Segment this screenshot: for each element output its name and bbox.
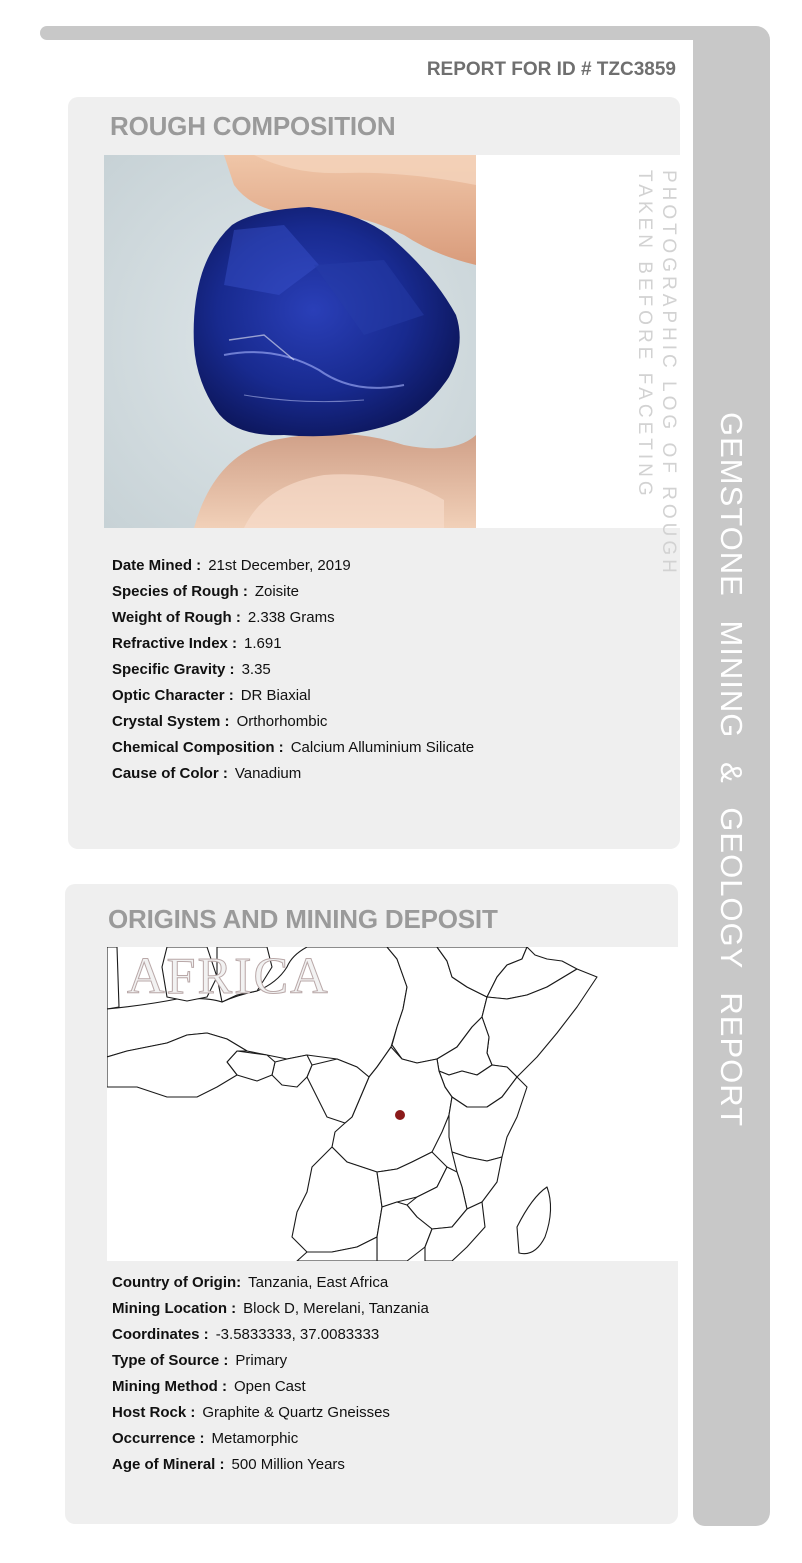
field-row-occurrence xyxy=(112,1429,429,1455)
field-label: Mining Location : xyxy=(112,1300,237,1317)
field-value: Vanadium xyxy=(234,765,302,782)
africa-map-drawing xyxy=(107,947,678,1261)
field-value: Primary xyxy=(235,1352,288,1369)
rough-gemstone-photo xyxy=(104,155,476,528)
field-value: Zoisite xyxy=(254,583,300,600)
field-value: Metamorphic xyxy=(211,1430,299,1447)
origin-details-list xyxy=(112,1273,429,1481)
field-row-cause-of-color xyxy=(112,764,474,790)
map-africa-label: AFRICA xyxy=(127,948,330,1005)
field-value: 3.35 xyxy=(241,661,271,678)
field-value: 500 Million Years xyxy=(231,1456,345,1473)
field-label: Date Mined : xyxy=(112,557,202,574)
field-label: Occurrence : xyxy=(112,1430,205,1447)
top-frame-bar xyxy=(40,26,740,40)
field-row-species xyxy=(112,582,474,608)
photo-caption-line-1: PHOTOGRAPHIC LOG OF ROUGH xyxy=(658,170,679,577)
field-label: Specific Gravity : xyxy=(112,661,235,678)
field-row-weight xyxy=(112,608,474,634)
field-value: 21st December, 2019 xyxy=(208,557,351,574)
africa-map xyxy=(107,947,678,1261)
field-row-coordinates xyxy=(112,1325,429,1351)
field-label: Species of Rough : xyxy=(112,583,248,600)
field-row-refractive-index xyxy=(112,634,474,660)
photo-caption xyxy=(628,170,680,577)
field-value: Graphite & Quartz Gneisses xyxy=(202,1404,390,1421)
field-value: Block D, Merelani, Tanzania xyxy=(243,1300,429,1317)
field-value: Calcium Alluminium Silicate xyxy=(290,739,475,756)
field-label: Country of Origin: xyxy=(112,1274,242,1291)
field-row-crystal-system xyxy=(112,712,474,738)
field-row-chemical-composition xyxy=(112,738,474,764)
field-label: Age of Mineral : xyxy=(112,1456,225,1473)
field-row-optic-character xyxy=(112,686,474,712)
mining-location-marker xyxy=(395,1110,405,1120)
side-report-title: GEMSTONE MINING & GEOLOGY REPORT xyxy=(714,412,749,1128)
field-value: DR Biaxial xyxy=(240,687,311,704)
field-label: Chemical Composition : xyxy=(112,739,284,756)
report-id-heading: REPORT FOR ID # TZC3859 xyxy=(426,59,676,80)
field-row-type-of-source xyxy=(112,1351,429,1377)
field-row-date-mined xyxy=(112,556,474,582)
field-label: Cause of Color : xyxy=(112,765,228,782)
rough-details-list xyxy=(112,556,474,790)
origins-title: ORIGINS AND MINING DEPOSIT xyxy=(108,904,498,934)
field-label: Mining Method : xyxy=(112,1378,227,1395)
field-label: Type of Source : xyxy=(112,1352,229,1369)
field-label: Weight of Rough : xyxy=(112,609,241,626)
rough-composition-title: ROUGH COMPOSITION xyxy=(110,111,396,141)
field-row-mining-location xyxy=(112,1299,429,1325)
field-label: Host Rock : xyxy=(112,1404,196,1421)
field-value: Tanzania, East Africa xyxy=(248,1274,389,1291)
field-label: Refractive Index : xyxy=(112,635,238,652)
field-label: Optic Character : xyxy=(112,687,234,704)
field-value: Open Cast xyxy=(233,1378,306,1395)
field-value: -3.5833333, 37.0083333 xyxy=(215,1326,380,1343)
photo-caption-line-2: TAKEN BEFORE FACETING xyxy=(634,170,655,500)
field-row-mining-method xyxy=(112,1377,429,1403)
field-value: Orthorhombic xyxy=(236,713,328,730)
field-label: Coordinates : xyxy=(112,1326,209,1343)
field-value: 2.338 Grams xyxy=(247,609,335,626)
field-label: Crystal System : xyxy=(112,713,230,730)
field-row-age-of-mineral xyxy=(112,1455,429,1481)
field-value: 1.691 xyxy=(244,635,282,652)
field-row-specific-gravity xyxy=(112,660,474,686)
field-row-host-rock xyxy=(112,1403,429,1429)
field-row-country xyxy=(112,1273,429,1299)
